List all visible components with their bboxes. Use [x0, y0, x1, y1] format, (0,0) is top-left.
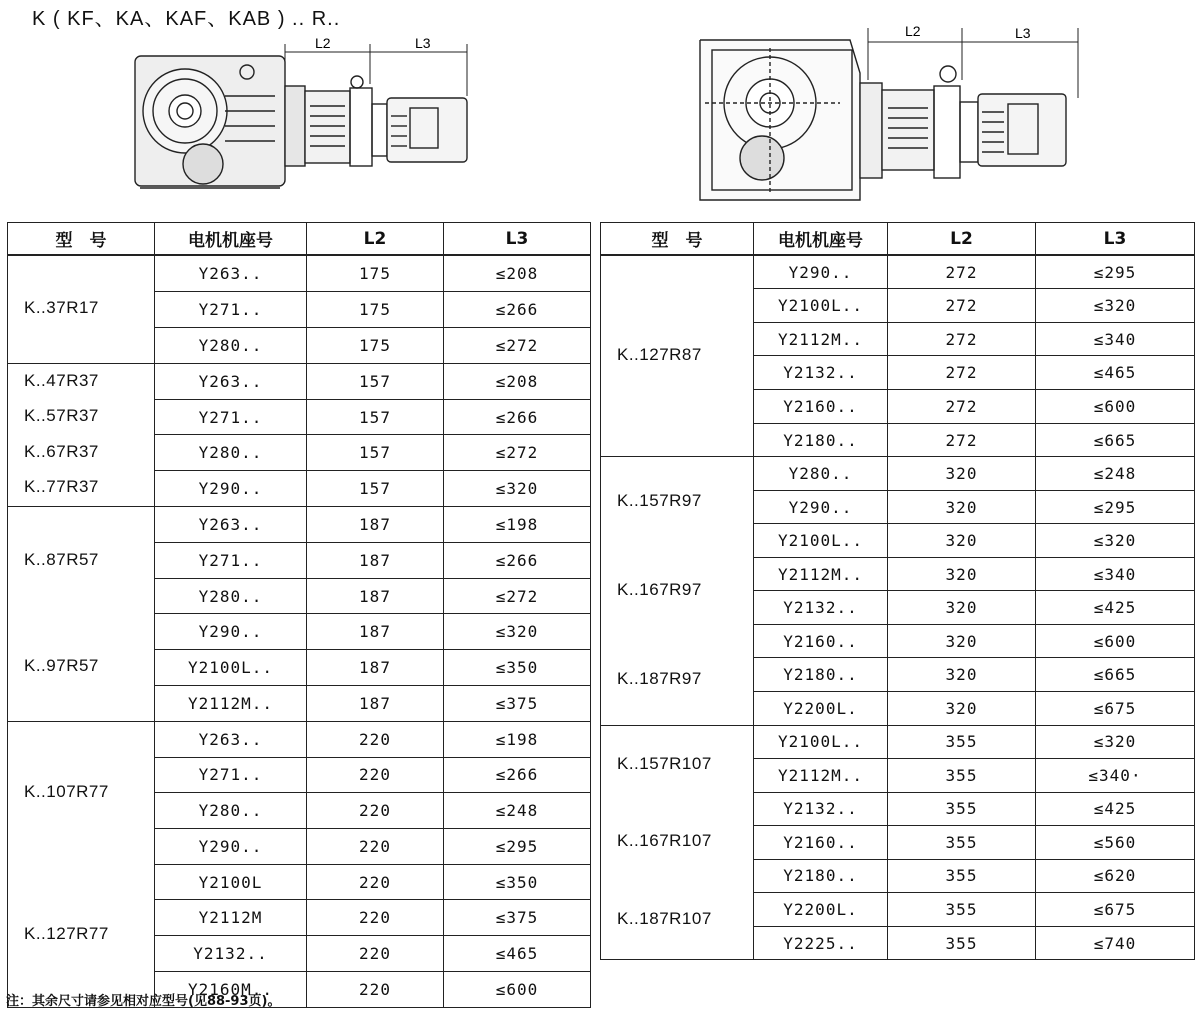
cell-l2: 187 [307, 507, 444, 543]
cell-motor: Y280.. [754, 457, 888, 491]
cell-l3: ≤295 [444, 828, 591, 864]
cell-l3: ≤665 [1036, 658, 1195, 692]
cell-l2: 272 [888, 356, 1036, 390]
table-row [601, 457, 1195, 491]
cell-l3: ≤740 [1036, 926, 1195, 960]
table-row [8, 507, 591, 543]
cell-l3: ≤600 [1036, 624, 1195, 658]
cell-l2: 320 [888, 457, 1036, 491]
col-header-model: 型 号 [601, 223, 754, 256]
cell-l3: ≤340 [1036, 322, 1195, 356]
cell-l2: 175 [307, 327, 444, 363]
cell-l3: ≤350 [444, 864, 591, 900]
cell-motor: Y2160.. [754, 390, 888, 424]
cell-l2: 320 [888, 557, 1036, 591]
cell-l2: 355 [888, 893, 1036, 927]
dimension-table-left [7, 222, 591, 1008]
cell-motor: Y2160.. [754, 624, 888, 658]
cell-l3: ≤620 [1036, 859, 1195, 893]
cell-l3: ≤320 [444, 471, 591, 507]
cell-l2: 157 [307, 363, 444, 399]
cell-l2: 272 [888, 255, 1036, 289]
cell-l3: ≤425 [1036, 591, 1195, 625]
cell-l2: 220 [307, 936, 444, 972]
cell-l3: ≤248 [1036, 457, 1195, 491]
cell-l3: ≤665 [1036, 423, 1195, 457]
cell-motor: Y2100L.. [754, 289, 888, 323]
table-row [8, 255, 591, 291]
col-header-l3: L3 [444, 223, 591, 256]
model-name: K..97R57 [24, 656, 99, 676]
cell-l3: ≤560 [1036, 826, 1195, 860]
cell-l2: 320 [888, 524, 1036, 558]
cell-l2: 355 [888, 926, 1036, 960]
cell-l3: ≤340· [1036, 759, 1195, 793]
page-title: K ( KF、KA、KAF、KAB ) .. R.. [32, 8, 341, 30]
model-name: K..127R77 [24, 924, 109, 944]
cell-motor: Y2200L. [754, 893, 888, 927]
model-cell [8, 363, 155, 506]
cell-motor: Y2132.. [754, 591, 888, 625]
cell-l3: ≤320 [1036, 289, 1195, 323]
cell-motor: Y2180.. [754, 658, 888, 692]
model-name: K..67R37 [24, 441, 99, 461]
cell-motor: Y2180.. [754, 859, 888, 893]
cell-motor: Y2100L.. [754, 524, 888, 558]
cell-motor: Y263.. [155, 255, 307, 291]
cell-l2: 175 [307, 291, 444, 327]
cell-motor: Y290.. [754, 255, 888, 289]
cell-l2: 187 [307, 614, 444, 650]
cell-l2: 355 [888, 826, 1036, 860]
table-body-left [8, 255, 591, 1007]
cell-l3: ≤272 [444, 578, 591, 614]
cell-motor: Y2112M.. [754, 557, 888, 591]
cell-l3: ≤198 [444, 721, 591, 757]
cell-motor: Y271.. [155, 399, 307, 435]
cell-motor: Y271.. [155, 542, 307, 578]
dim-label-l2-left: L2 [315, 36, 331, 51]
cell-l3: ≤320 [1036, 725, 1195, 759]
gearmotor-drawing-right [690, 18, 1100, 208]
dim-label-l3-left: L3 [415, 36, 431, 51]
model-name: K..167R97 [617, 579, 702, 599]
cell-l2: 220 [307, 900, 444, 936]
cell-l3: ≤320 [1036, 524, 1195, 558]
model-name: K..107R77 [24, 781, 109, 801]
cell-motor: Y290.. [155, 614, 307, 650]
cell-l3: ≤375 [444, 900, 591, 936]
table-row [601, 725, 1195, 759]
cell-l3: ≤272 [444, 435, 591, 471]
col-header-l3: L3 [1036, 223, 1195, 256]
model-name: K..47R37 [24, 370, 99, 390]
cell-motor: Y280.. [155, 578, 307, 614]
cell-l3: ≤295 [1036, 490, 1195, 524]
cell-l3: ≤465 [444, 936, 591, 972]
cell-motor: Y2112M.. [754, 759, 888, 793]
model-name: K..127R87 [617, 345, 702, 365]
cell-motor: Y290.. [754, 490, 888, 524]
cell-l2: 220 [307, 864, 444, 900]
col-header-l2: L2 [888, 223, 1036, 256]
dim-label-l2-right: L2 [905, 23, 921, 39]
cell-motor: Y2132.. [155, 936, 307, 972]
cell-motor: Y2132.. [754, 792, 888, 826]
cell-motor: Y290.. [155, 471, 307, 507]
cell-l3: ≤375 [444, 686, 591, 722]
cell-motor: Y2112M.. [155, 686, 307, 722]
cell-motor: Y2180.. [754, 423, 888, 457]
cell-l2: 355 [888, 759, 1036, 793]
cell-l2: 220 [307, 757, 444, 793]
cell-motor: Y280.. [155, 327, 307, 363]
cell-l3: ≤600 [1036, 390, 1195, 424]
cell-l3: ≤208 [444, 255, 591, 291]
cell-l3: ≤320 [444, 614, 591, 650]
cell-motor: Y2100L.. [754, 725, 888, 759]
cell-motor: Y280.. [155, 435, 307, 471]
model-name: K..187R107 [617, 909, 712, 929]
cell-l3: ≤248 [444, 793, 591, 829]
cell-l2: 157 [307, 399, 444, 435]
cell-l3: ≤295 [1036, 255, 1195, 289]
gearmotor-drawing-left [125, 36, 485, 196]
col-header-motor: 电机机座号 [754, 223, 888, 256]
cell-l2: 220 [307, 721, 444, 757]
cell-motor: Y2112M.. [754, 322, 888, 356]
model-name: K..57R37 [24, 406, 99, 426]
cell-motor: Y263.. [155, 721, 307, 757]
cell-l3: ≤675 [1036, 692, 1195, 726]
col-header-motor: 电机机座号 [155, 223, 307, 256]
cell-l3: ≤272 [444, 327, 591, 363]
cell-l2: 320 [888, 624, 1036, 658]
cell-l2: 272 [888, 322, 1036, 356]
cell-l2: 272 [888, 390, 1036, 424]
table-row [601, 255, 1195, 289]
cell-motor: Y2112M [155, 900, 307, 936]
cell-l2: 187 [307, 542, 444, 578]
cell-motor: Y2100L [155, 864, 307, 900]
cell-l2: 157 [307, 471, 444, 507]
cell-motor: Y2160M.. [155, 971, 307, 1007]
cell-l2: 220 [307, 793, 444, 829]
table-body-right [601, 255, 1195, 960]
cell-l2: 220 [307, 971, 444, 1007]
model-name: K..167R107 [617, 831, 712, 851]
cell-l3: ≤266 [444, 291, 591, 327]
model-name: K..187R97 [617, 669, 702, 689]
dimension-table-right [600, 222, 1195, 960]
cell-motor: Y290.. [155, 828, 307, 864]
cell-l2: 187 [307, 578, 444, 614]
cell-l2: 320 [888, 658, 1036, 692]
cell-l2: 157 [307, 435, 444, 471]
table-header-row [601, 223, 1195, 256]
model-cell [601, 725, 754, 960]
cell-l3: ≤266 [444, 399, 591, 435]
cell-motor: Y271.. [155, 291, 307, 327]
cell-motor: Y263.. [155, 363, 307, 399]
model-cell [8, 255, 155, 363]
footnote: 注：其余尺寸请参见相对应型号(见88-93页)。 [6, 994, 281, 1009]
cell-motor: Y2225.. [754, 926, 888, 960]
cell-l3: ≤266 [444, 757, 591, 793]
cell-l3: ≤340 [1036, 557, 1195, 591]
cell-l2: 220 [307, 828, 444, 864]
cell-l2: 320 [888, 692, 1036, 726]
table-row [8, 363, 591, 399]
model-name: K..87R57 [24, 549, 99, 569]
cell-l2: 355 [888, 792, 1036, 826]
model-cell [8, 721, 155, 1007]
cell-motor: Y2132.. [754, 356, 888, 390]
dim-label-l3-right: L3 [1015, 25, 1031, 41]
cell-l2: 355 [888, 725, 1036, 759]
cell-l2: 272 [888, 289, 1036, 323]
cell-l2: 272 [888, 423, 1036, 457]
cell-l2: 320 [888, 490, 1036, 524]
cell-l3: ≤425 [1036, 792, 1195, 826]
cell-l3: ≤266 [444, 542, 591, 578]
cell-l2: 187 [307, 650, 444, 686]
cell-motor: Y2160.. [754, 826, 888, 860]
table-header-row [8, 223, 591, 256]
cell-l2: 175 [307, 255, 444, 291]
cell-l3: ≤208 [444, 363, 591, 399]
cell-l2: 355 [888, 859, 1036, 893]
cell-l2: 320 [888, 591, 1036, 625]
cell-motor: Y263.. [155, 507, 307, 543]
col-header-l2: L2 [307, 223, 444, 256]
cell-l3: ≤350 [444, 650, 591, 686]
cell-l3: ≤465 [1036, 356, 1195, 390]
cell-motor: Y271.. [155, 757, 307, 793]
cell-l3: ≤675 [1036, 893, 1195, 927]
col-header-model: 型 号 [8, 223, 155, 256]
cell-l3: ≤600 [444, 971, 591, 1007]
cell-motor: Y2200L. [754, 692, 888, 726]
model-cell [601, 457, 754, 725]
cell-l3: ≤198 [444, 507, 591, 543]
model-cell [8, 507, 155, 722]
cell-l2: 187 [307, 686, 444, 722]
model-name: K..37R17 [24, 298, 99, 318]
cell-motor: Y280.. [155, 793, 307, 829]
model-name: K..157R107 [617, 753, 712, 773]
model-cell [601, 255, 754, 457]
model-name: K..77R37 [24, 477, 99, 497]
cell-motor: Y2100L.. [155, 650, 307, 686]
model-name: K..157R97 [617, 490, 702, 510]
table-row [8, 721, 591, 757]
